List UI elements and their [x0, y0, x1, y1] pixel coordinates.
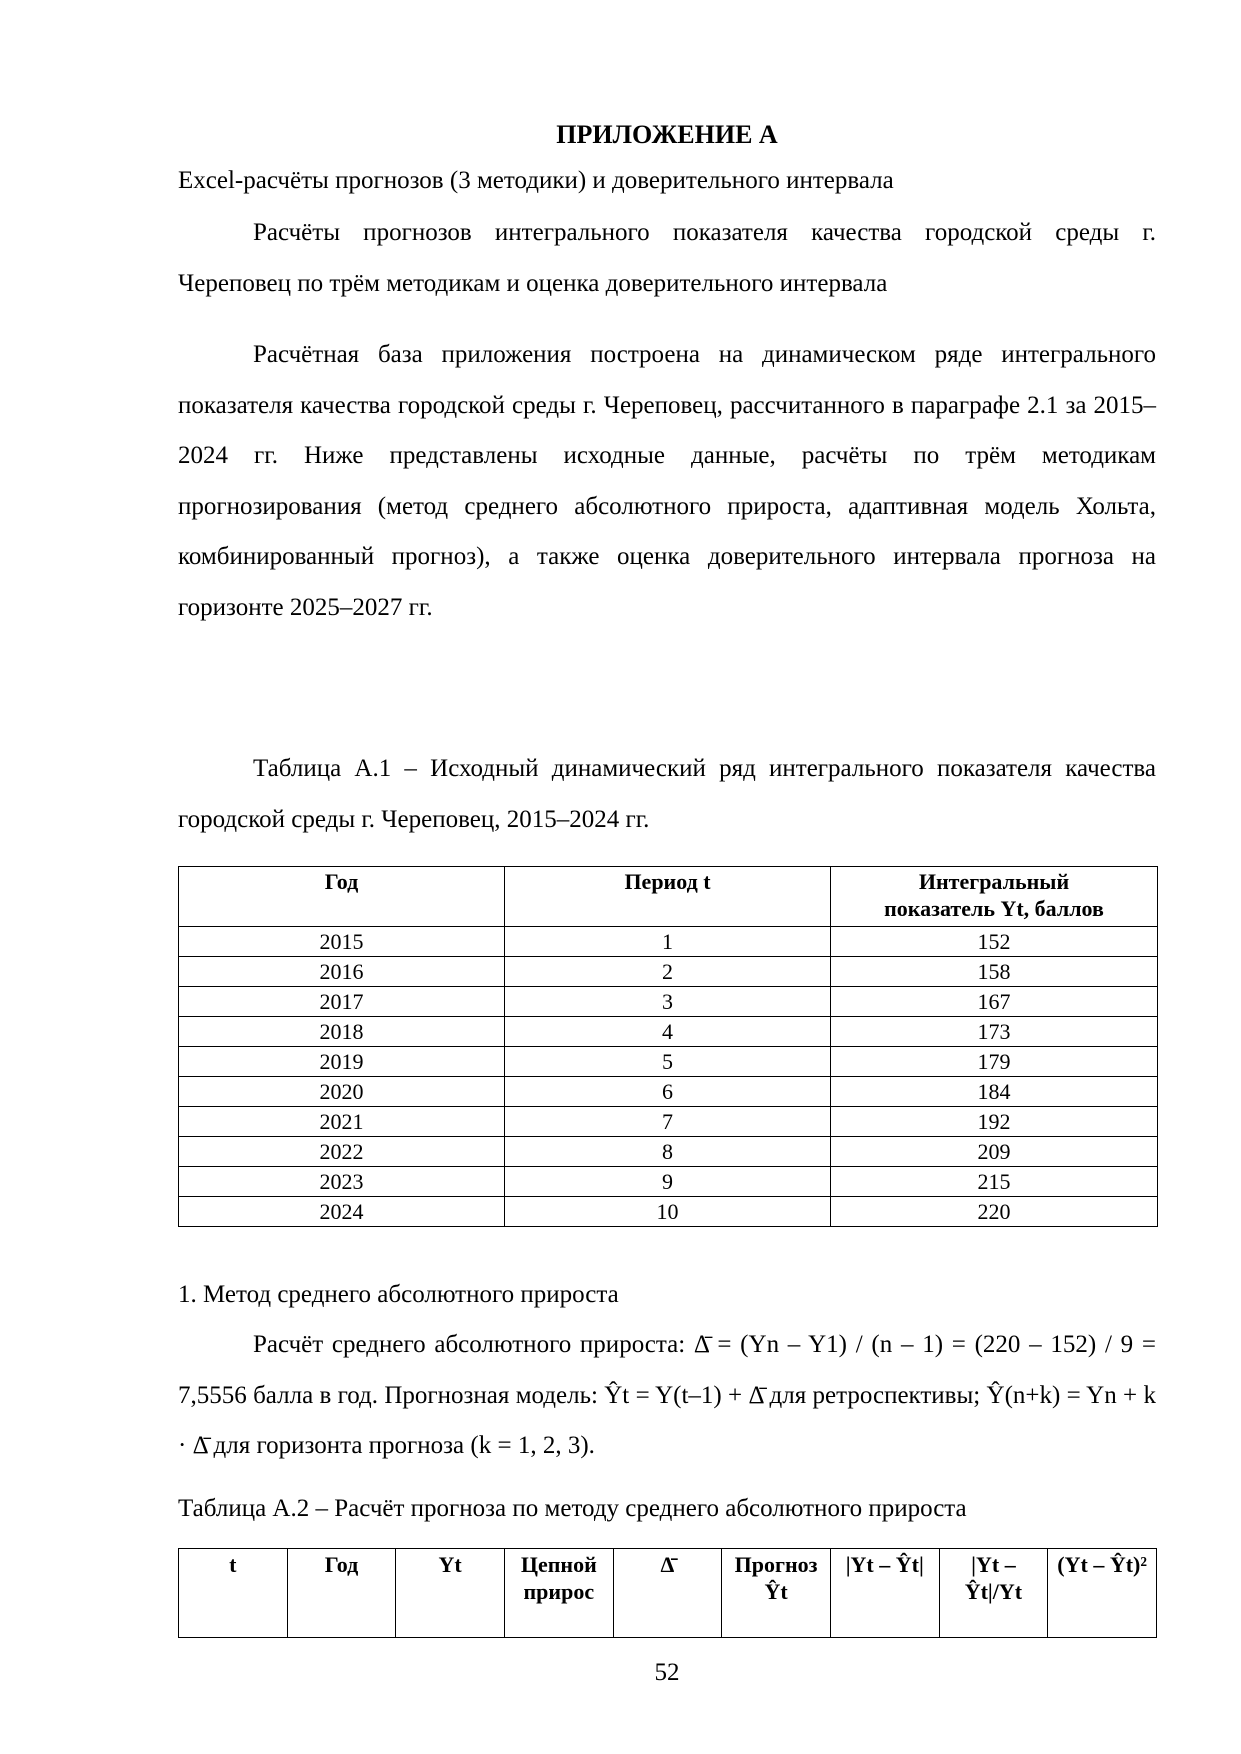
year-cell: 2024 [179, 1197, 505, 1227]
indicator-cell: 220 [831, 1197, 1158, 1227]
year-cell: 2015 [179, 927, 505, 957]
appendix-heading: ПРИЛОЖЕНИЕ А [556, 120, 778, 149]
section1-paragraph: Расчёт среднего абсолютного прироста: Δ̄ = (Yn – Y1) / (n – 1) = (220 – 152) / 9 = 7,5556 балла в год. Прогнозная модель: Ŷt = Y(t–1) + Δ̄ для ретроспективы; Ŷ(n+k) = Yn + k · Δ̄ для горизонта прогноза (k = 1, 2, 3). [178, 1331, 1156, 1460]
header-indicator: Интегральный показатель Yt, баллов [831, 867, 1158, 927]
indicator-cell: 173 [831, 1017, 1158, 1047]
page-number: 52 [654, 1659, 680, 1686]
table-row [179, 1107, 1158, 1137]
header-year: Год [179, 867, 505, 927]
source-data-table [178, 866, 1158, 1227]
header-sq-error: (Yt – Ŷt)² [1048, 1549, 1157, 1638]
table-row [179, 1167, 1158, 1197]
indicator-cell: 179 [831, 1047, 1158, 1077]
base-paragraph: Расчётная база приложения построена на динамическом ряде интегрального показателя качества городской среды г. Череповец, рассчитанного в параграфе 2.1 за 2015–2024 гг. Ниже представлены исходные данные, расчёты по трём методикам прогнозирования (метод среднего абсолютного прироста, адаптивная модель Хольта, комбинированный прогноз), а также оценка доверительного интервала прогноза на горизонте 2025–2027 гг. [178, 341, 1156, 621]
year-cell: 2022 [179, 1137, 505, 1167]
table-row [179, 1137, 1158, 1167]
header-forecast: Прогноз Ŷt [722, 1549, 831, 1638]
indicator-cell: 209 [831, 1137, 1158, 1167]
table-row [179, 927, 1158, 957]
table-header-row [179, 867, 1158, 927]
year-cell: 2016 [179, 957, 505, 987]
header-year: Год [287, 1549, 396, 1638]
indicator-cell: 192 [831, 1107, 1158, 1137]
section1-title: 1. Метод среднего абсолютного прироста [178, 1281, 619, 1308]
period-cell: 6 [505, 1077, 831, 1107]
period-cell: 3 [505, 987, 831, 1017]
table-row [179, 987, 1158, 1017]
table-header-row [179, 1549, 1157, 1638]
average-growth-table [178, 1548, 1157, 1638]
intro-paragraph: Расчёты прогнозов интегрального показателя качества городской среды г. Череповец по трём методикам и оценка доверительного интервала [178, 219, 1156, 297]
table-row [179, 1077, 1158, 1107]
header-avg-delta: Δ̄ [613, 1549, 722, 1638]
period-cell: 8 [505, 1137, 831, 1167]
period-cell: 2 [505, 957, 831, 987]
header-period: Период t [505, 867, 831, 927]
year-cell: 2019 [179, 1047, 505, 1077]
header-yt: Yt [396, 1549, 505, 1638]
header-abs-error: |Yt – Ŷt| [830, 1549, 939, 1638]
header-rel-error: |Yt – Ŷt|/Yt [939, 1549, 1048, 1638]
period-cell: 9 [505, 1167, 831, 1197]
year-cell: 2018 [179, 1017, 505, 1047]
indicator-cell: 215 [831, 1167, 1158, 1197]
table-row [179, 957, 1158, 987]
indicator-cell: 158 [831, 957, 1158, 987]
period-cell: 1 [505, 927, 831, 957]
year-cell: 2020 [179, 1077, 505, 1107]
period-cell: 7 [505, 1107, 831, 1137]
year-cell: 2017 [179, 987, 505, 1017]
period-cell: 10 [505, 1197, 831, 1227]
table-row [179, 1197, 1158, 1227]
table-row [179, 1047, 1158, 1077]
year-cell: 2021 [179, 1107, 505, 1137]
table2-caption: Таблица А.2 – Расчёт прогноза по методу среднего абсолютного прироста [178, 1495, 967, 1522]
indicator-cell: 167 [831, 987, 1158, 1017]
indicator-cell: 184 [831, 1077, 1158, 1107]
period-cell: 4 [505, 1017, 831, 1047]
period-cell: 5 [505, 1047, 831, 1077]
table-row [179, 1017, 1158, 1047]
header-chain-growth: Цепной прирос [504, 1549, 613, 1638]
table1-caption: Таблица А.1 – Исходный динамический ряд интегрального показателя качества городской среды г. Череповец, 2015–2024 гг. [178, 755, 1156, 833]
year-cell: 2023 [179, 1167, 505, 1197]
indicator-cell: 152 [831, 927, 1158, 957]
header-t: t [179, 1549, 288, 1638]
appendix-subtitle: Excel-расчёты прогнозов (3 методики) и доверительного интервала [178, 167, 894, 194]
